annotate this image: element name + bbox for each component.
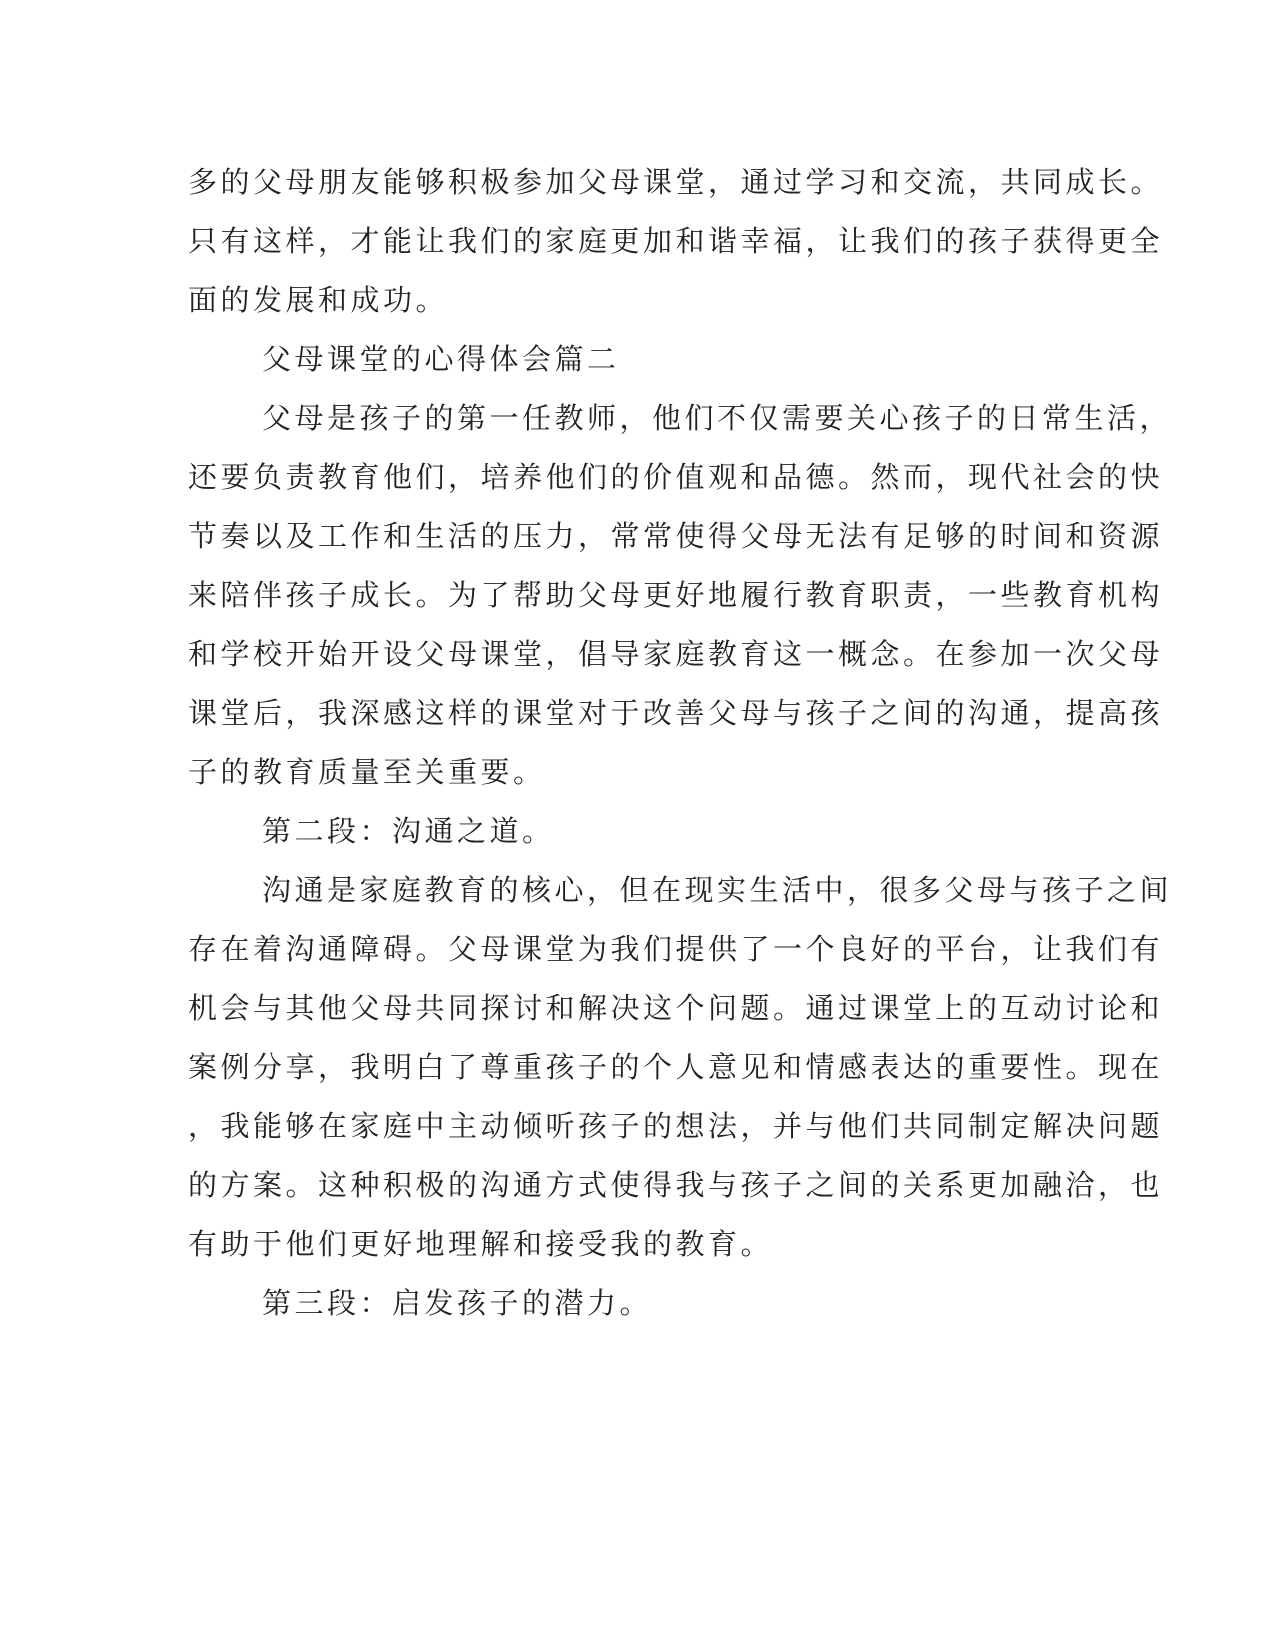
text-line: 和学校开始开设父母课堂，倡导家庭教育这一概念。在参加一次父母	[188, 637, 1164, 671]
text-line: 节奏以及工作和生活的压力，常常使得父母无法有足够的时间和资源	[188, 519, 1164, 553]
text-line: 来陪伴孩子成长。为了帮助父母更好地履行教育职责，一些教育机构	[188, 578, 1164, 612]
text-line: 机会与其他父母共同探讨和解决这个问题。通过课堂上的互动讨论和	[188, 991, 1164, 1025]
text-line: 还要负责教育他们，培养他们的价值观和品德。然而，现代社会的快	[188, 460, 1164, 494]
text-line: 课堂后，我深感这样的课堂对于改善父母与孩子之间的沟通，提高孩	[188, 696, 1164, 730]
section-heading: 第二段：沟通之道。	[262, 814, 555, 848]
text-line: 有助于他们更好地理解和接受我的教育。	[188, 1227, 774, 1261]
text-line: 沟通是家庭教育的核心，但在现实生活中，很多父母与孩子之间	[262, 873, 1173, 907]
text-line: 面的发展和成功。	[188, 283, 449, 317]
text-line: 案例分享，我明白了尊重孩子的个人意见和情感表达的重要性。现在	[188, 1050, 1164, 1084]
text-line: 父母是孩子的第一任教师，他们不仅需要关心孩子的日常生活，	[262, 401, 1173, 435]
text-line: 的方案。这种积极的沟通方式使得我与孩子之间的关系更加融洽，也	[188, 1168, 1164, 1202]
section-heading: 第三段：启发孩子的潜力。	[262, 1286, 653, 1320]
section-heading: 父母课堂的心得体会篇二	[262, 342, 620, 376]
text-line: 只有这样，才能让我们的家庭更加和谐幸福，让我们的孩子获得更全	[188, 224, 1164, 258]
text-line: 多的父母朋友能够积极参加父母课堂，通过学习和交流，共同成长。	[188, 165, 1164, 199]
text-line: 子的教育质量至关重要。	[188, 755, 546, 789]
text-line: ，我能够在家庭中主动倾听孩子的想法，并与他们共同制定解决问题	[188, 1109, 1164, 1143]
text-line: 存在着沟通障碍。父母课堂为我们提供了一个良好的平台，让我们有	[188, 932, 1164, 966]
